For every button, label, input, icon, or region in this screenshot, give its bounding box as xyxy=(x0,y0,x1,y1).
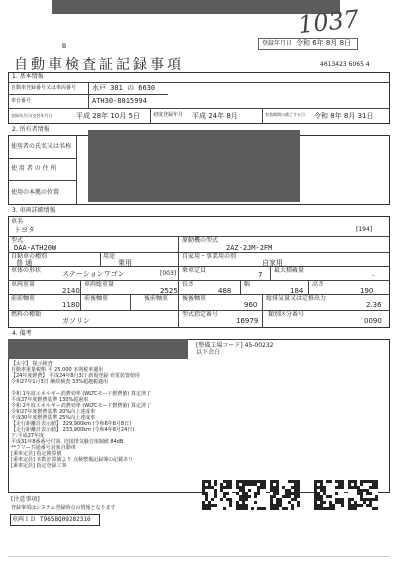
shape-value: ステーションワゴン xyxy=(62,270,125,278)
remarks-line: 平成30年度燃費基準 25%向上達成車 xyxy=(11,415,96,421)
remarks-line: [乗車定員] 本数計算値より 点検整備記録簿の記載あり xyxy=(11,457,134,463)
reg-label: 自動車登録番号又は車両番号 xyxy=(11,85,77,91)
rear-value: 960 xyxy=(244,301,258,309)
remarks-line: 令和27年度燃費基準 20%向上達成車 xyxy=(11,409,96,415)
expiry-value: 令和 8年 8月 31日 xyxy=(314,112,374,120)
class-no-value: 0090 xyxy=(364,317,382,325)
remarks-line: [乗車定員] 指定登録工事 xyxy=(11,463,67,469)
weight-value: 2140 xyxy=(62,287,80,295)
expiry-label: 有効期間の満了する日 xyxy=(265,112,305,117)
remarks-line: **フリー共通番号対象自動車 xyxy=(11,445,76,451)
recorded-date-value: 令和 6年 8月 8日 xyxy=(296,39,352,47)
height-label: 高さ xyxy=(312,281,325,288)
remarks-line: 【走行距離計表示値】 229,900km (令和6年8月8日) xyxy=(11,421,132,427)
user-name-label: 使用者の氏名又は名称 xyxy=(11,143,72,150)
maker-code: [194] xyxy=(356,226,373,233)
kind-value: 普 通 xyxy=(16,259,33,267)
first-year-value: 平成 24年 8月 xyxy=(192,112,238,120)
car-id-label: 車両ＩＤ xyxy=(12,516,37,523)
disp-label: 総排気量又は定格出力 xyxy=(266,295,327,302)
first-reg-label: 登録年月日/交付年月日 xyxy=(11,113,53,118)
engine-label: 原動機の型式 xyxy=(182,237,219,244)
maxload-value: - xyxy=(372,272,375,279)
kind-label: 自動車の種別 xyxy=(11,253,48,260)
gross-label: 車両総重量 xyxy=(84,281,115,288)
user-addr-label: 使 用 者 の 住 所 xyxy=(11,165,57,172)
redacted-owner xyxy=(88,130,300,202)
private-value: 自家用 xyxy=(262,259,283,267)
garage-code: [整備工場コード] 45-00232 以下余白 xyxy=(196,342,274,357)
height-value: 190 xyxy=(360,287,374,295)
remarks-line: 令和 1年度エネルギー消費効率 (WLTCモード燃費値) 算定済了 xyxy=(11,391,151,397)
remarks-line: 令和27年1月3日 継続検査 33%超越税適用 xyxy=(11,379,109,385)
remarks-line: [乗車定員] 指定換算値 xyxy=(11,451,62,457)
qr-code-2 xyxy=(236,480,266,510)
frontrear-label: 前後軸重 xyxy=(84,295,109,302)
chassis-value: ATH30-8015994 xyxy=(92,97,147,105)
engine-value: 2AZ-2JM-2FM xyxy=(226,244,273,252)
section-remarks: 4. 備考 xyxy=(12,330,32,337)
remarks-line: 自動車重量税額 平 25,000 本則税率適用 xyxy=(11,367,104,373)
remarks-line: 【走行距離計表示値】 233,900km (令和4年8月24日) xyxy=(11,427,135,433)
length-label: 長さ xyxy=(182,281,195,288)
note-title: [注意事項] xyxy=(11,496,40,503)
redacted-remarks xyxy=(8,339,188,359)
qr-code-3 xyxy=(270,480,300,510)
fuel-value: ガソリン xyxy=(62,317,90,325)
qr-code-1 xyxy=(202,480,232,510)
base-label: 使用の本拠の位置 xyxy=(11,189,60,196)
car-id-value: T9658Q09282316 xyxy=(40,516,91,523)
front-label: 前前軸重 xyxy=(11,295,36,302)
remarks-line: ア:平成27年度 xyxy=(11,433,45,439)
serial-number: 4613423 6065 4 xyxy=(320,61,370,68)
remarks-line: 令和 2年度エネルギー消費効率 (WLTCモード燃費値) 算定済了 xyxy=(11,403,151,409)
capacity-label: 乗車定員 xyxy=(182,267,207,274)
model-label: 型式 xyxy=(11,237,24,244)
first-reg-value: 平成 28年 10月 5日 xyxy=(76,112,140,120)
note-text: 登録事項はシステム登録時点の情報となります xyxy=(11,505,116,511)
qr-code-5 xyxy=(348,480,378,510)
qr-code-4 xyxy=(314,480,344,510)
section-basic: 1. 基本情報 xyxy=(12,73,44,80)
type-no-label: 型式指定番号 xyxy=(182,311,219,318)
remarks-line: 【24年度燃費】 平成24年8月3日 新規登録 充電装置使用 xyxy=(11,373,140,379)
disp-value: 2.36 xyxy=(366,301,382,309)
width-value: 184 xyxy=(290,287,304,295)
type-no-value: 16979 xyxy=(236,317,259,325)
section-owner: 2. 所有者情報 xyxy=(12,126,50,133)
private-label: 自家用・事業用の別 xyxy=(182,253,237,260)
length-value: 488 xyxy=(218,287,232,295)
gross-value: 2525 xyxy=(160,287,178,295)
shape-label: 車体の形状 xyxy=(11,267,42,274)
page-title: 自動車検査証記録事項 xyxy=(14,57,184,73)
remarks-line: 平成27年度燃費基準 130%超過車 xyxy=(11,397,89,403)
maxload-label: 最大積載量 xyxy=(274,267,305,274)
recorded-date-label: 登録年月日 xyxy=(262,40,293,47)
reg-value: 水戸 301 の 6630 xyxy=(92,84,156,92)
shape-code: [003] xyxy=(160,270,177,277)
use-value: 乗用 xyxy=(118,259,132,267)
capacity-value: 7 xyxy=(258,271,263,279)
fuel-label: 燃料の種類 xyxy=(11,311,42,318)
rear-label: 後後軸重 xyxy=(182,295,207,302)
handwritten-number: 1037 xyxy=(296,4,361,40)
width-label: 幅 xyxy=(244,281,251,288)
chassis-label: 車台番号 xyxy=(11,98,32,104)
first-year-label: 初度登録年月 xyxy=(153,112,184,118)
model-value: DAA-ATH20W xyxy=(14,244,57,252)
remarks-lines xyxy=(11,362,261,470)
class-no-label: 類別区分番号 xyxy=(268,311,305,318)
section-vehicle: 3. 車両詳細情報 xyxy=(12,207,56,214)
remarks-line: 平成31年8番番号付第. 近接排気騒音規制値 84dB xyxy=(11,439,124,445)
maker-label: 車名 xyxy=(11,218,24,225)
title-small: B xyxy=(62,43,67,50)
remarks-line: 【太字】 提示検査 xyxy=(11,361,53,367)
front-value: 1180 xyxy=(62,301,80,309)
maker-value: トヨタ xyxy=(14,226,35,234)
weight-label: 車両重量 xyxy=(11,281,36,288)
use-label: 用途 xyxy=(103,253,116,260)
rear-front-label: 後前軸重 xyxy=(144,295,169,302)
